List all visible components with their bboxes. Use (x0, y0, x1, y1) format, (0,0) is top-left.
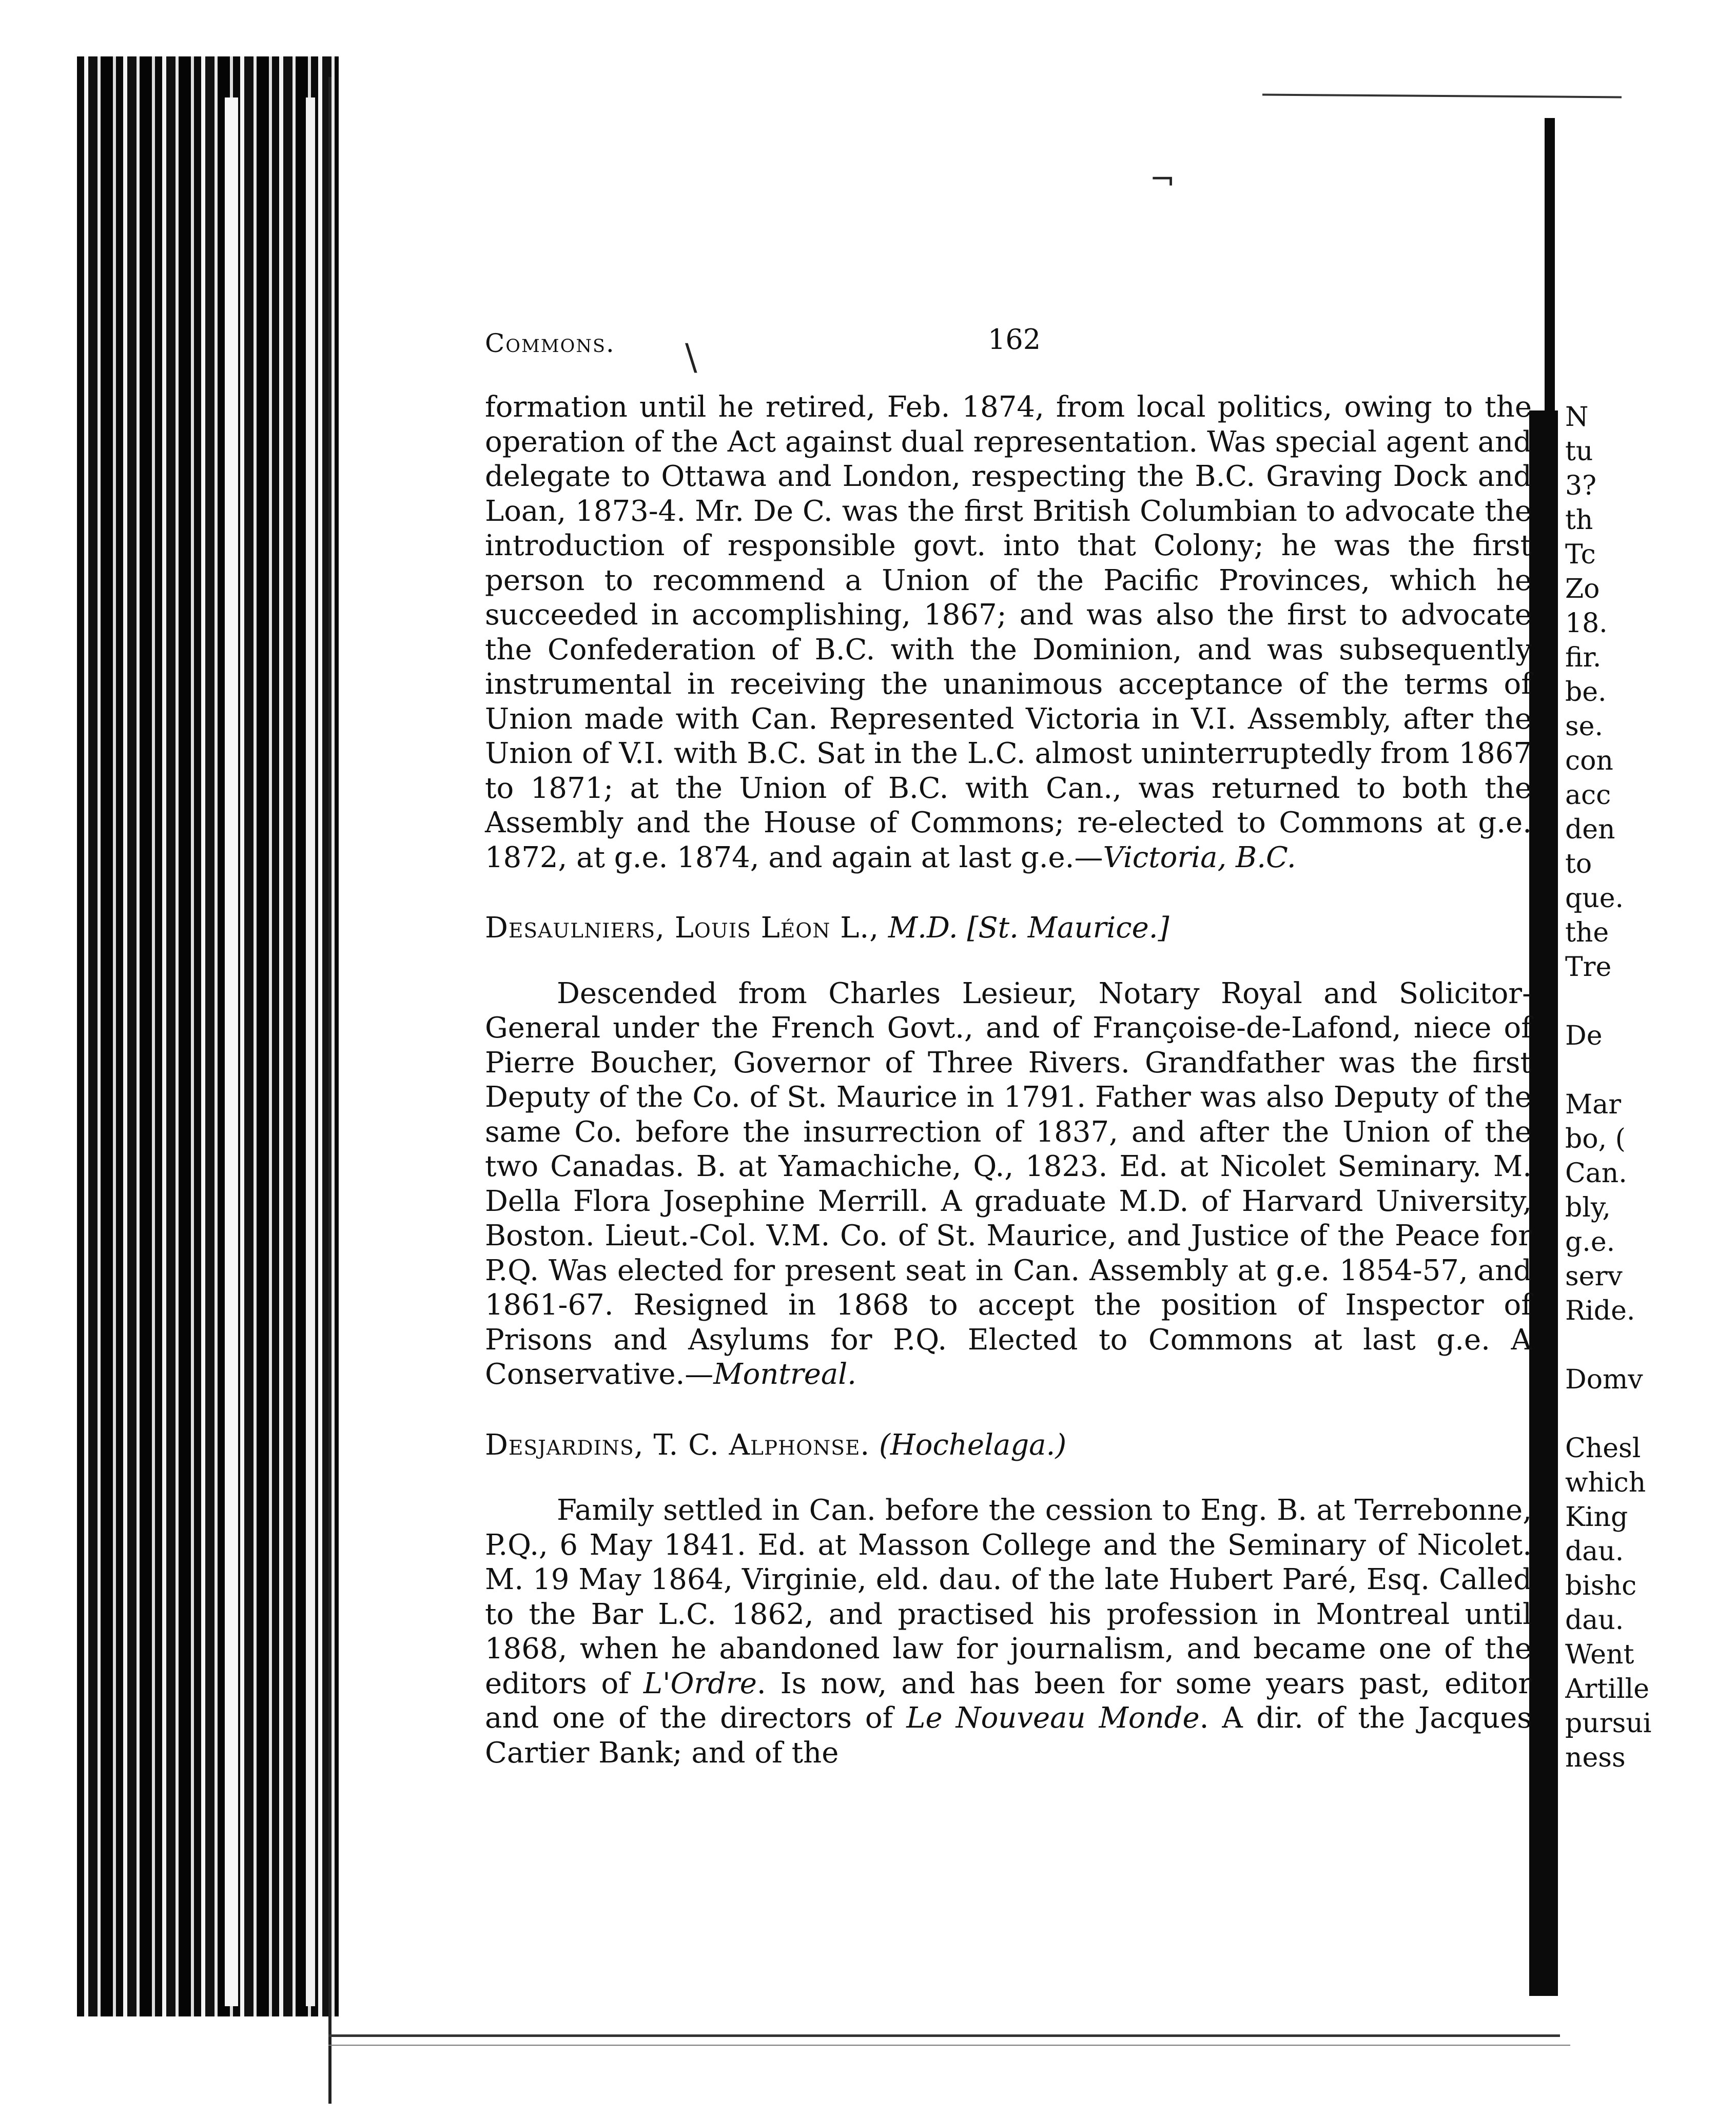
facing-fragment: bly, (1565, 1192, 1611, 1223)
entry-heading (485, 911, 1532, 946)
page-bottom-edge (328, 2034, 1560, 2037)
facing-fragment: que. (1565, 883, 1624, 914)
facing-fragment: dau. (1565, 1605, 1624, 1636)
facing-fragment: ness (1565, 1742, 1626, 1773)
facing-fragment: Ride. (1565, 1296, 1635, 1326)
facing-fragment: Zo (1565, 574, 1600, 604)
facing-fragment: Artille (1565, 1674, 1649, 1704)
address: Victoria, B.C. (1103, 840, 1296, 874)
facing-fragment: se. (1565, 711, 1603, 742)
page-bottom-edge (328, 2045, 1570, 2046)
facing-page-fragments (1565, 400, 1734, 1775)
facing-fragment (1565, 985, 1734, 1019)
facing-fragment: den (1565, 814, 1615, 845)
entry-name: Desjardins, T. C. Alphonse. (485, 1428, 870, 1462)
facing-fragment (1565, 1328, 1734, 1363)
facing-fragment: 3? (1565, 471, 1596, 501)
facing-fragment: be. (1565, 677, 1607, 708)
newspaper-title: Le Nouveau Monde (906, 1701, 1200, 1735)
gutter-shadow (1529, 410, 1558, 1996)
facing-fragment: Tre (1565, 952, 1612, 983)
gutter-shadow (1545, 118, 1555, 426)
facing-fragment (1565, 1053, 1734, 1088)
facing-fragment: King (1565, 1502, 1628, 1533)
binding-gap (306, 97, 315, 2006)
section-title: Commons. (485, 328, 615, 358)
pencil-mark: ¬ (1149, 162, 1176, 198)
facing-fragment: N (1565, 402, 1589, 433)
facing-fragment: which (1565, 1467, 1646, 1498)
facing-fragment: Tc (1565, 539, 1596, 570)
address: Montreal. (713, 1358, 856, 1391)
facing-fragment: 18. (1565, 608, 1608, 639)
facing-fragment: bishc (1565, 1571, 1637, 1601)
facing-fragment: Chesl (1565, 1433, 1641, 1464)
facing-fragment: the (1565, 917, 1609, 948)
running-head (485, 318, 1532, 358)
entry-riding: (Hochelaga.) (879, 1428, 1067, 1462)
binding-gap (225, 97, 238, 2006)
facing-fragment (1565, 1397, 1734, 1432)
entry-text: Family settled in Can. before the cession to Eng. B. at Terrebonne, P.Q., 6 May 1841. Ed. at Masson College and the Seminary of Nicolet. M. 19 May 1864, Virginie, eld. dau. of the late Hubert Paré, Esq. Called to the Bar L.C. 1862, and practised his profession in Montreal until 1868, when he abandoned law for journalism, and became one of the editors of L'Ordre. Is now, and has been for some years past, editor and one of the directors of Le Nouveau Monde. A dir. of the Jacques Cartier Bank; and of the (485, 1494, 1532, 1770)
facing-fragment: bo, ( (1565, 1124, 1626, 1154)
facing-fragment: con (1565, 746, 1613, 776)
facing-fragment: De (1565, 1021, 1603, 1051)
facing-fragment: pursui (1565, 1708, 1652, 1739)
facing-fragment: th (1565, 505, 1593, 536)
entry-text: Descended from Charles Lesieur, Notary Royal and Solicitor-General under the French Govt., and of Françoise-de-Lafond, niece of Pierre Boucher, Governor of Three Rivers. Grandfather was the first Deputy of the Co. of St. Maurice in 1791. Father was also Deputy of the same Co. before the insurrection of 1837, and after the Union of the two Canadas. B. at Yamachiche, Q., 1823. Ed. at Nicolet Seminary. M. Della Flora Josephine Merrill. A graduate M.D. of Harvard University, Boston. Lieut.-Col. V.M. Co. of St. Maurice, and Justice of the Peace for P.Q. Was elected for present seat in Can. Assembly at g.e. 1854-57, and 1861-67. Resigned in 1868 to accept the position of Inspector of Prisons and Asylums for P.Q. Elected to Commons at last g.e. A Conservative.—Montreal. (485, 976, 1532, 1391)
entry-degree: M.D. (888, 911, 958, 945)
pencil-mark: \ (685, 336, 697, 378)
facing-fragment: Went (1565, 1639, 1634, 1670)
page-number: 162 (988, 323, 1041, 356)
facing-fragment: tu (1565, 436, 1593, 467)
facing-fragment: Domv (1565, 1364, 1643, 1395)
newspaper-title: L'Ordre (643, 1667, 757, 1700)
facing-fragment: acc (1565, 780, 1611, 811)
entry-name: Desaulniers, Louis Léon L., (485, 911, 879, 945)
facing-fragment: Can. (1565, 1158, 1627, 1189)
facing-fragment: fir. (1565, 642, 1602, 673)
facing-fragment: dau. (1565, 1536, 1624, 1567)
entry-continuation: formation until he retired, Feb. 1874, from local politics, owing to the operation of the Act against dual representation. Was special agent and delegate to Ottawa and London, respecting the B.C. Graving Dock and Loan, 1873-4. Mr. De C. was the first British Columbian to advocate the introduction of responsible govt. into that Colony; he was the first person to recommend a Union of the Pacific Provinces, which he succeeded in accomplishing, 1867; and was also the first to advocate the Confederation of B.C. with the Dominion, and was subsequently instrumental in receiving the unanimous acceptance of the terms of Union made with Can. Represented Victoria in V.I. Assembly, after the Union of V.I. with B.C. Sat in the L.C. almost uninterruptedly from 1867 to 1871; at the Union of B.C. with Can., was returned to both the Assembly and the House of Commons; re-elected to Commons at g.e. 1872, at g.e. 1874, and again at last g.e.—Victoria, B.C. (485, 390, 1532, 874)
page-left-edge (328, 77, 331, 2104)
facing-fragment: Mar (1565, 1089, 1622, 1120)
page-body (485, 390, 1532, 1770)
entry-heading (485, 1428, 1532, 1463)
facing-fragment: to (1565, 849, 1592, 879)
facing-fragment: serv (1565, 1261, 1623, 1292)
book-binding (77, 56, 339, 2016)
facing-fragment: g.e. (1565, 1227, 1615, 1258)
entry-riding: [St. Maurice.] (967, 911, 1169, 945)
page-top-edge (1262, 94, 1622, 99)
